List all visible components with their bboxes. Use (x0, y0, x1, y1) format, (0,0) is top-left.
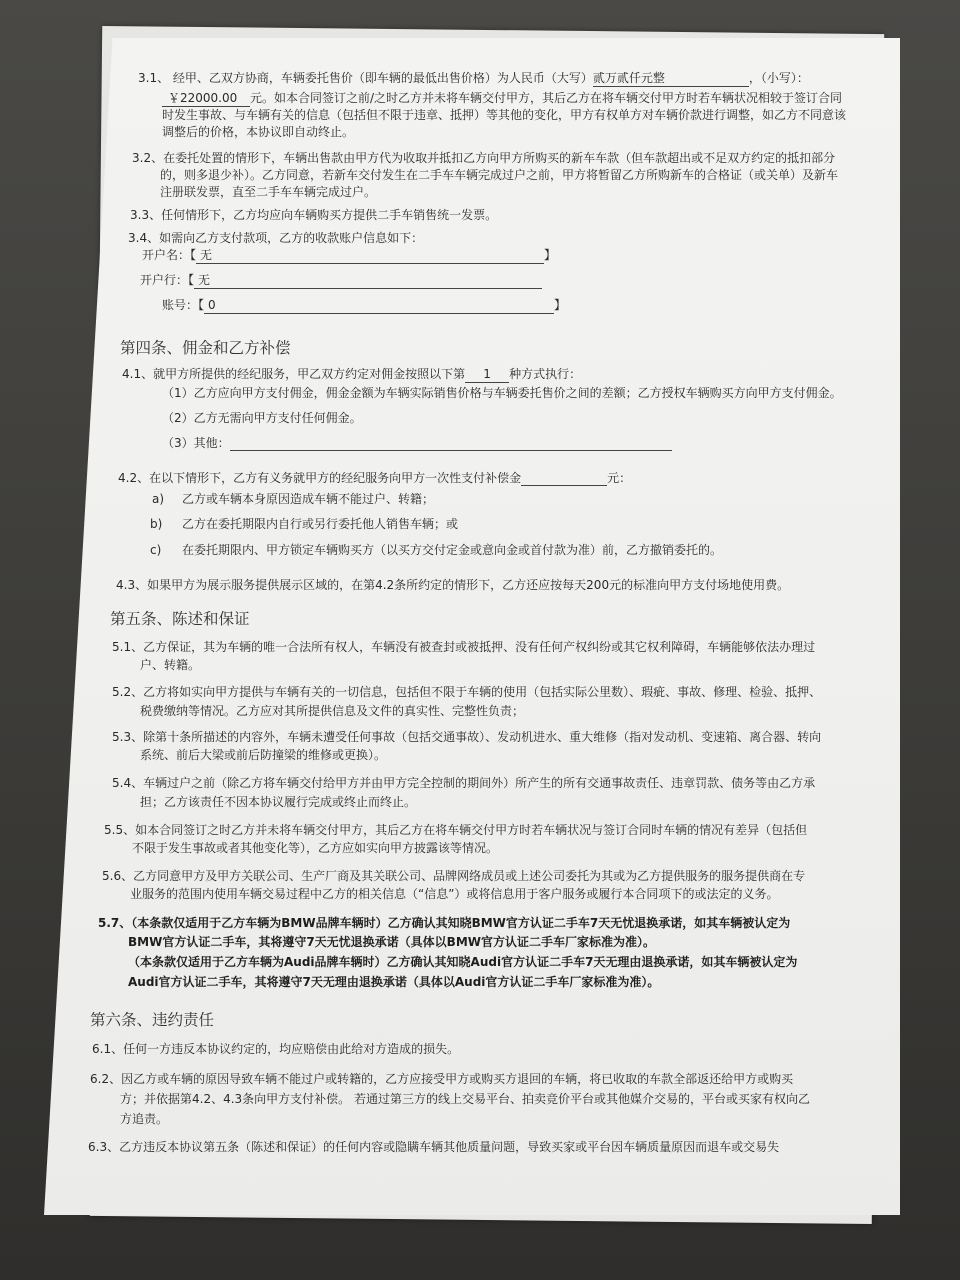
account-name-row: 开户名：【 无 】 (142, 248, 557, 262)
clause-5-2-line1: 5.2、乙方将如实向甲方提供与车辆有关的一切信息，包括但不限于车辆的使用（包括实际公里数）、瑕疵、事故、修理、检验、抵押、 (112, 685, 822, 699)
commission-option-3: （3）其他： (162, 435, 672, 451)
clause-5-6-line2: 业服务的范围内使用车辆交易过程中乙方的相关信息（“信息”）或将信息用于客户服务或履行本合同项下的或法定的义务。 (130, 887, 779, 901)
clause-3-2-line2: 的，则多退少补）。乙方同意，若新车交付发生在二手车车辆完成过户之前，甲方将暂留乙方所购新车的合格证（或关单）及新车 (160, 168, 839, 182)
clause-3-1-line1: 3.1、 经甲、乙双方协商，车辆委托售价（即车辆的最低出售价格）为人民币（大写）贰万贰仟元整 ，（小写）： (138, 71, 809, 85)
article-4-heading: 第四条、佣金和乙方补偿 (120, 339, 291, 357)
clause-4-3: 4.3、如果甲方为展示服务提供展示区域的，在第4.2条所约定的情形下，乙方还应按每天200元的标准向甲方支付场地使用费。 (116, 578, 790, 592)
clause-5-5-line1: 5.5、如本合同签订之时乙方并未将车辆交付甲方，其后乙方在将车辆交付甲方时若车辆状况与签订合同时车辆的情况有差异（包括但 (104, 823, 808, 837)
clause-3-2-line3: 注册联发票，直至二手车车辆完成过户。 (160, 185, 377, 199)
clause-6-1: 6.1、任何一方违反本协议约定的，均应赔偿由此给对方造成的损失。 (92, 1042, 460, 1056)
bank-name-row: 开户行：【 无 (140, 272, 542, 289)
clause-5-6-line1: 5.6、乙方同意甲方及甲方关联公司、生产厂商及其关联公司、品牌网络成员或上述公司委托为其或为乙方提供服务的服务提供商在专 (102, 869, 806, 883)
other-terms-blank (230, 436, 672, 451)
bank-name-value: 无 (194, 272, 542, 289)
amount-in-words: 贰万贰仟元整 (593, 70, 749, 87)
clause-5-3-line1: 5.3、除第十条所描述的内容外，车辆未遭受任何事故（包括交通事故）、发动机进水、重大维修（指对发动机、变速箱、离合器、转向 (112, 730, 822, 744)
clause-5-1-line2: 户、转籍。 (140, 658, 201, 672)
item-c-text: 在委托期限内、甲方锁定车辆购买方（以买方交付定金或意向金或首付款为准）前，乙方撤销委托的。 (182, 543, 723, 557)
article-6-heading: 第六条、违约责任 (90, 1011, 215, 1029)
clause-5-7-line4: Audi官方认证二手车，其将遵守7天无理由退换承诺（具体以Audi官方认证二手车厂家标准为准）。 (128, 975, 660, 989)
clause-5-5-line2: 不限于发生事故或者其他变化等），乙方应如实向甲方披露该等情况。 (132, 841, 499, 855)
account-name-value: 无 (196, 247, 544, 264)
clause-3-2-line1: 3.2、在委托处置的情形下，车辆出售款由甲方代为收取并抵扣乙方向甲方所购买的新车车款（但车款超出或不足双方约定的抵扣部分 (132, 151, 836, 165)
clause-5-3-line2: 系统、前后大梁或前后防撞梁的维修或更换）。 (140, 748, 387, 762)
clause-6-2-line1: 6.2、因乙方或车辆的原因导致车辆不能过户或转籍的，乙方应接受甲方或购买方退回的车辆，将已收取的车款全部返还给甲方或购买 (90, 1072, 794, 1086)
article-5-heading: 第五条、陈述和保证 (110, 610, 250, 628)
commission-option-1: （1）乙方应向甲方支付佣金，佣金金额为车辆实际销售价格与车辆委托售价之间的差额；乙方授权车辆购买方向甲方支付佣金。 (162, 386, 842, 400)
item-a-label: a) (152, 492, 165, 506)
commission-option-choice: 1 (465, 366, 509, 383)
clause-4-1: 4.1、就甲方所提供的经纪服务，甲乙双方约定对佣金按照以下第 1 种方式执行： (122, 367, 582, 381)
clause-3-1-line4: 调整后的价格，本协议即自动终止。 (162, 125, 355, 139)
item-b-text: 乙方在委托期限内自行或另行委托他人销售车辆；或 (182, 517, 459, 531)
item-b-label: b) (150, 517, 163, 531)
clause-5-7-line3: （本条款仅适用于乙方车辆为Audi品牌车辆时）乙方确认其知晓Audi官方认证二手车7天无理由退换承诺，如其车辆被认定为 (128, 955, 798, 969)
clause-5-2-line2: 税费缴纳等情况。乙方应对其所提供信息及文件的真实性、完整性负责； (140, 704, 525, 718)
amount-in-numbers: ￥22000.00 (162, 90, 250, 107)
clause-3-3: 3.3、任何情形下，乙方均应向车辆购买方提供二手车销售统一发票。 (130, 208, 498, 222)
compensation-amount-blank (521, 471, 607, 486)
clause-5-7-line2: BMW官方认证二手车，其将遵守7天无忧退换承诺（具体以BMW官方认证二手车厂家标准为准）。 (128, 935, 656, 949)
clause-5-4-line2: 担；乙方该责任不因本协议履行完成或终止而终止。 (140, 795, 417, 809)
clause-6-2-line2: 方；并依据第4.2、4.3条向甲方支付补偿。 若通过第三方的线上交易平台、拍卖竞价平台或其他媒介交易的，平台或买家有权向乙 (120, 1092, 810, 1106)
clause-3-1-line3: 时发生事故、与车辆有关的信息（包括但不限于违章、抵押）等其他的变化，甲方有权单方对车辆价款进行调整，如乙方不同意该 (162, 108, 847, 122)
clause-5-4-line1: 5.4、车辆过户之前（除乙方将车辆交付给甲方并由甲方完全控制的期间外）所产生的所有交通事故责任、违章罚款、债务等由乙方承 (112, 776, 816, 790)
clause-5-7-line1: 5.7、（本条款仅适用于乙方车辆为BMW品牌车辆时）乙方确认其知晓BMW官方认证二手车7天无忧退换承诺，如其车辆被认定为 (98, 916, 791, 930)
item-c-label: c) (150, 543, 162, 557)
commission-option-2: （2）乙方无需向甲方支付任何佣金。 (162, 411, 362, 425)
clause-3-4-intro: 3.4、如需向乙方支付款项，乙方的收款账户信息如下： (128, 231, 424, 245)
clause-5-1-line1: 5.1、乙方保证，其为车辆的唯一合法所有权人，车辆没有被查封或被抵押、没有任何产权纠纷或其它权利障碍，车辆能够依法办理过 (112, 640, 816, 654)
clause-6-3: 6.3、乙方违反本协议第五条（陈述和保证）的任何内容或隐瞒车辆其他质量问题，导致买家或平台因车辆质量原因而退车或交易失 (88, 1140, 780, 1154)
clause-6-2-line3: 方追责。 (120, 1112, 169, 1126)
item-a-text: 乙方或车辆本身原因造成车辆不能过户、转籍； (182, 492, 435, 506)
clause-3-1-line2: ￥22000.00 元。如本合同签订之前/之时乙方并未将车辆交付甲方，其后乙方在将车辆交付甲方时若车辆状况相较于签订合同 (162, 90, 842, 107)
clause-3-1-text: 3.1、 经甲、乙双方协商，车辆委托售价（即车辆的最低出售价格）为人民币（大写） (138, 71, 593, 85)
account-number-row: 账号：【 0 】 (162, 298, 567, 312)
clause-4-2: 4.2、在以下情形下，乙方有义务就甲方的经纪服务向甲方一次性支付补偿金 元： (118, 471, 632, 485)
account-number-value: 0 (204, 297, 554, 314)
